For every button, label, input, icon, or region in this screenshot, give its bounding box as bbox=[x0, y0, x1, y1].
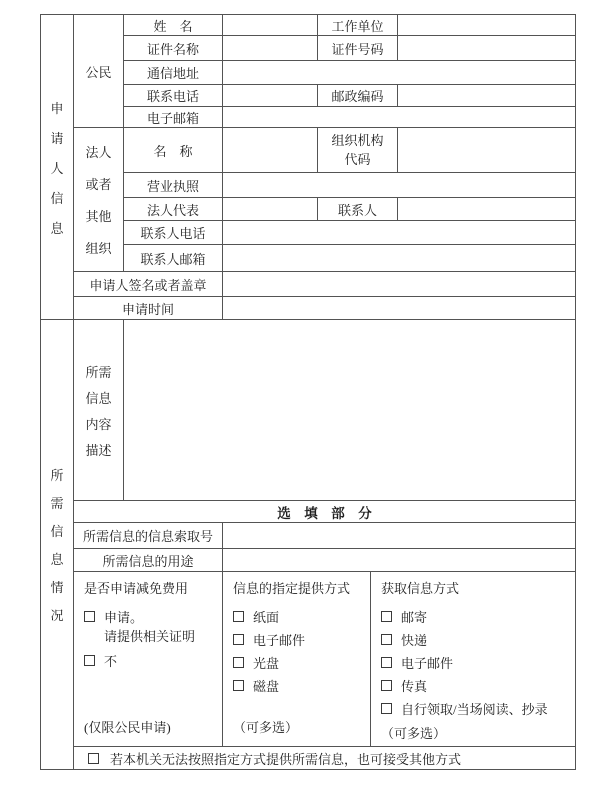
checkbox-express-icon[interactable] bbox=[381, 634, 392, 645]
application-form-table bbox=[40, 14, 576, 770]
fee-option-apply[interactable] bbox=[84, 608, 218, 624]
group-label-legal-entity bbox=[74, 128, 124, 272]
org-code-line: 代码 bbox=[344, 152, 371, 167]
accept-other-method-option[interactable] bbox=[74, 749, 575, 768]
provide-multi-select-note: （可多选） bbox=[233, 720, 299, 735]
label-org-name: 名 称 bbox=[124, 128, 223, 173]
value-signature[interactable] bbox=[223, 272, 576, 297]
checkbox-no-icon[interactable] bbox=[84, 655, 95, 666]
label-contact-email: 联系人邮箱 bbox=[124, 245, 223, 272]
value-license[interactable] bbox=[223, 173, 576, 198]
side-char: 所 bbox=[50, 468, 64, 483]
fee-apply-note: 请提供相关证明 bbox=[104, 629, 196, 644]
org-code-line: 组织机构 bbox=[331, 133, 384, 148]
checkbox-disk-icon[interactable] bbox=[233, 680, 244, 691]
section-label-applicant-info bbox=[41, 15, 74, 320]
label-license: 营业执照 bbox=[124, 173, 223, 198]
obtain-option-self-pickup[interactable] bbox=[381, 700, 571, 716]
value-org-code[interactable] bbox=[398, 128, 576, 173]
side-char: 需 bbox=[50, 496, 64, 511]
value-apply-time[interactable] bbox=[223, 297, 576, 320]
label-phone: 联系电话 bbox=[124, 85, 223, 107]
section-label-requested-info bbox=[41, 320, 74, 770]
label-id-number: 证件号码 bbox=[318, 36, 398, 61]
side-char: 况 bbox=[50, 608, 64, 623]
obtain-option-fax-label: 传真 bbox=[401, 678, 428, 694]
value-phone[interactable] bbox=[223, 85, 318, 107]
value-name[interactable] bbox=[223, 15, 318, 36]
checkbox-apply-icon[interactable] bbox=[84, 611, 95, 622]
legal-label-line: 组织 bbox=[85, 241, 112, 256]
fee-waiver-cell bbox=[74, 572, 223, 747]
side-char: 息 bbox=[50, 220, 64, 236]
value-legal-rep[interactable] bbox=[223, 198, 318, 221]
label-work-unit: 工作单位 bbox=[318, 15, 398, 36]
obtain-option-email-label: 电子邮件 bbox=[401, 655, 454, 671]
optional-section-header: 选 填 部 分 bbox=[74, 501, 576, 523]
provide-option-email-label: 电子邮件 bbox=[253, 632, 306, 648]
label-id-name: 证件名称 bbox=[124, 36, 223, 61]
side-char: 信 bbox=[50, 190, 64, 206]
label-postcode: 邮政编码 bbox=[318, 85, 398, 107]
value-org-name[interactable] bbox=[223, 128, 318, 173]
obtain-option-mail[interactable] bbox=[381, 608, 571, 624]
provide-option-cd[interactable] bbox=[233, 654, 366, 670]
accept-other-method-label: 若本机关无法按照指定方式提供所需信息，也可接受其他方式 bbox=[110, 751, 462, 767]
obtain-method-cell bbox=[371, 572, 576, 747]
side-char: 人 bbox=[50, 160, 64, 176]
obtain-option-email[interactable] bbox=[381, 654, 571, 670]
value-contact-email[interactable] bbox=[223, 245, 576, 272]
provide-option-cd-label: 光盘 bbox=[253, 655, 280, 671]
fee-option-apply-label: 申请。 bbox=[104, 609, 144, 625]
obtain-option-self-pickup-label: 自行领取/当场阅读、抄录 bbox=[401, 701, 548, 717]
label-org-code bbox=[318, 128, 398, 173]
label-index-number: 所需信息的信息索取号 bbox=[74, 523, 223, 549]
label-usage: 所需信息的用途 bbox=[74, 549, 223, 572]
checkbox-self-pickup-icon[interactable] bbox=[381, 703, 392, 714]
fee-waiver-title: 是否申请减免费用 bbox=[84, 581, 189, 596]
legal-label-line: 法人 bbox=[85, 145, 112, 160]
side-char: 信 bbox=[50, 524, 64, 539]
legal-label-line: 或者 bbox=[85, 177, 112, 192]
obtain-method-title: 获取信息方式 bbox=[381, 581, 460, 596]
provide-option-disk[interactable] bbox=[233, 677, 366, 693]
desc-label-line: 描述 bbox=[85, 442, 112, 458]
checkbox-cd-icon[interactable] bbox=[233, 657, 244, 668]
value-email[interactable] bbox=[223, 107, 576, 128]
value-id-name[interactable] bbox=[223, 36, 318, 61]
label-contact: 联系人 bbox=[318, 198, 398, 221]
value-index-number[interactable] bbox=[223, 523, 576, 549]
obtain-option-express-label: 快递 bbox=[401, 632, 428, 648]
checkbox-obtain-email-icon[interactable] bbox=[381, 657, 392, 668]
group-label-citizen: 公民 bbox=[74, 15, 124, 128]
provide-method-title: 信息的指定提供方式 bbox=[233, 581, 351, 596]
side-char: 情 bbox=[50, 580, 64, 595]
desc-label-line: 信息 bbox=[85, 390, 112, 406]
checkbox-provide-email-icon[interactable] bbox=[233, 634, 244, 645]
value-work-unit[interactable] bbox=[398, 15, 576, 36]
label-email: 电子邮箱 bbox=[124, 107, 223, 128]
fee-citizen-only-note: (仅限公民申请) bbox=[84, 720, 171, 735]
obtain-option-express[interactable] bbox=[381, 631, 571, 647]
provide-method-cell bbox=[223, 572, 371, 747]
checkbox-paper-icon[interactable] bbox=[233, 611, 244, 622]
value-content-description[interactable] bbox=[124, 320, 576, 501]
label-signature: 申请人签名或者盖章 bbox=[74, 272, 223, 297]
value-address[interactable] bbox=[223, 61, 576, 85]
obtain-multi-select-note: （可多选） bbox=[381, 726, 447, 741]
value-contact-phone[interactable] bbox=[223, 221, 576, 245]
legal-label-line: 其他 bbox=[85, 209, 112, 224]
label-content-description bbox=[74, 320, 124, 501]
desc-label-line: 所需 bbox=[85, 364, 112, 380]
fee-option-no[interactable] bbox=[84, 652, 218, 668]
side-char: 请 bbox=[50, 130, 64, 146]
side-char: 息 bbox=[50, 552, 64, 567]
checkbox-mail-icon[interactable] bbox=[381, 611, 392, 622]
provide-option-email[interactable] bbox=[233, 631, 366, 647]
accept-other-method-cell bbox=[74, 747, 576, 770]
provide-option-paper[interactable] bbox=[233, 608, 366, 624]
side-char: 申 bbox=[50, 100, 64, 116]
value-contact[interactable] bbox=[398, 198, 576, 221]
label-legal-rep: 法人代表 bbox=[124, 198, 223, 221]
desc-label-line: 内容 bbox=[85, 416, 112, 432]
checkbox-fax-icon[interactable] bbox=[381, 680, 392, 691]
value-id-number[interactable] bbox=[398, 36, 576, 61]
label-address: 通信地址 bbox=[124, 61, 223, 85]
obtain-option-fax[interactable] bbox=[381, 677, 571, 693]
provide-option-disk-label: 磁盘 bbox=[253, 678, 280, 694]
checkbox-accept-other-icon[interactable] bbox=[88, 753, 99, 764]
label-contact-phone: 联系人电话 bbox=[124, 221, 223, 245]
fee-option-no-label: 不 bbox=[104, 653, 118, 669]
value-usage[interactable] bbox=[223, 549, 576, 572]
obtain-option-mail-label: 邮寄 bbox=[401, 609, 428, 625]
value-postcode[interactable] bbox=[398, 85, 576, 107]
provide-option-paper-label: 纸面 bbox=[253, 609, 280, 625]
label-apply-time: 申请时间 bbox=[74, 297, 223, 320]
label-name: 姓 名 bbox=[124, 15, 223, 36]
